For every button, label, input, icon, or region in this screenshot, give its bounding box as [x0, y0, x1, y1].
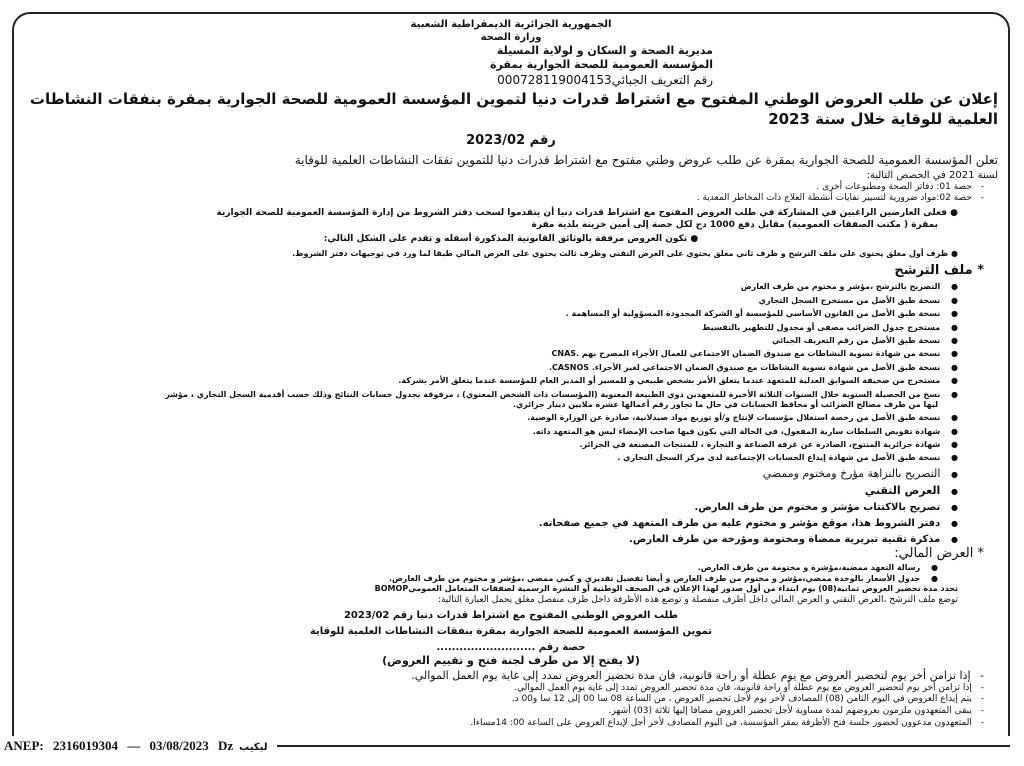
note-item: - يتم إيداع العروض في اليوم الثامن (08) المصادف لأخر يوم لأجل تحضير العروض ، من الساعة 08 سا 00 إلى 12 سا و00 د.	[24, 694, 998, 706]
note-item: - يبقى المتعهدون ملزمون بعروضهم لمدة مساوية لأجل تحضير العروض مضافا إليها ثلاثة (03) أشهر.	[24, 706, 998, 718]
intro-line-2: لسنة 2021 في الحصص التالية:	[866, 169, 998, 181]
lot-2: - حصة 02:مواد ضرورية لتسيير نفايات أنشطة العلاج ذات المخاطر المعدية .	[24, 193, 998, 205]
candidacy-item: ● التصريح بالنزاهة مؤرخ ومختوم وممضي	[24, 467, 998, 481]
candidacy-item: ● نسخة طبق الأصل من مستخرج السجل التجاري	[24, 296, 998, 306]
financial-item: ● رسالة التعهد ممضية،مؤشرة و مختومة من طرف العارض.	[24, 563, 998, 573]
withdraw-paragraph: ● فعلى العارضين الراغبين في المشاركة في طلب العروض المفتوح مع اشتراط قدرات دنيا أن يتقدموا لسحب دفتر الشروط من إدارة المؤسسة العمومية للصحة الجوارية	[216, 208, 958, 219]
envelope-note: (لا يفتح إلا من طرف لجنة فتح و تقييم العروض)	[382, 654, 640, 668]
ministry-header: وزارة الصحة	[480, 32, 542, 43]
withdraw-paragraph-2: بمقرة ( مكتب الصفقات العمومية) مقابل دفع 1000 دج لكل حصة إلى أمين خزينة بلدية مقرة	[531, 219, 938, 230]
financial-list	[24, 563, 998, 584]
candidacy-item: ● شهادة جزائرية المنتوج، الصادرة عن غرفة الصناعة و التجارة ، للمنتجات المصنعة في الجزائر.	[24, 440, 998, 450]
note-item: - إذا تزامن أخر يوم لتحضير العروض مع يوم عطلة أو راحة قانونية، فان مدة تحضير العروض تمدد إلى غاية يوم العمل الموالي.	[24, 669, 998, 683]
notes-list	[24, 669, 998, 730]
envelope-line-2: تموين المؤسسة العمومية للصحة الجوارية بمقرة بنفقات النشاطات العلمية للوقاية	[309, 626, 713, 638]
notice-number: رقم 2023/02	[466, 133, 556, 149]
technical-item: ● تصريح بالاكتتاب مؤشر و مختوم من طرف العارض.	[24, 501, 998, 514]
candidacy-item: ● نسخة طبق الأصل من القانون الأساسي للمؤسسة أو الشركة المحدودة المسؤولية أو المساهمة .	[24, 309, 998, 319]
dz-label: Dz	[217, 737, 234, 753]
directorate: مديرية الصحة و السكان و لولاية المسيلة	[496, 44, 713, 57]
envelope-line-1: طلب العروض الوطني المفتوح مع اشتراط قدرات دنيا رقم 2023/02	[343, 610, 679, 622]
publisher-logo: ليكيب	[239, 741, 268, 753]
candidacy-heading: * ملف الترشح	[894, 262, 984, 278]
candidacy-item: ● مستخرج جدول الضرائب مصفى أو مجدول للتطهير بالتقسيط	[24, 323, 998, 333]
duration-text: تحدد مدة تحضير العروض ثمانية(08) يوم ابتداء من أول صدور لهذا الإعلان في الصحف الوطنية أو النشرة الرسمية لصفقات المتعامل العموميBOMOP	[374, 584, 958, 594]
anep-code: 2316019304	[52, 737, 118, 753]
envelopes-text: ظرف أول مغلق يحتوي على ملف الترشح و ظرف ثاني مغلق يحتوي على العرض التقني وظرف ثالث يحتوي على العرض المالي طبقا لما ورد في توجيهات دفتر الشروط.	[292, 249, 949, 259]
technical-section	[24, 484, 998, 546]
publish-date: 03/08/2023	[149, 737, 209, 753]
envelopes-paragraph: ● ظرف أول مغلق يحتوي على ملف الترشح و ظرف ثاني مغلق يحتوي على العرض التقني وظرف ثالث يحتوي على العرض المالي طبقا لما ورد في توجيهات دفتر الشروط.	[292, 249, 958, 259]
candidacy-list	[24, 282, 998, 481]
anep-label: ANEP:	[4, 737, 44, 753]
footer-separator: —	[127, 737, 141, 753]
technical-heading: ● العرض التقني	[24, 484, 998, 498]
note-item: - المتعهدون مدعوون لحضور جلسة فتح الأظرفة بمقر المؤسسة، في اليوم المصادف لأخر أجل لإيداع العروض على الساعة 00: 14مساءا.	[24, 718, 998, 730]
candidacy-item: ● شهادة تفويض السلطات سارية المفعول، في الحالة التي يكون فيها صاحب الإمضاء ليس هو المتعهد ذاته.	[24, 427, 998, 437]
candidacy-item: ● نسخ من الحصيلة السنوية خلال السنوات الثلاثة الأخيرة للمتعهدين ذوي الطبيعة المعنوية (المؤسسات ذات الشخص المعنوي) ، مرفوقة بجدول حسابات النتائج وذلك حسب أقدمية السجل التجاري ، مؤشر	[24, 390, 998, 400]
envelope-lot: حصة رقم ..........................	[436, 642, 586, 654]
financial-item: ● جدول الأسعار بالوحدة ممضي،مؤشر و مختوم من طرف العارض و أيضا تفصيل تقديري و كمي ممضي ،مؤشر و مختوم من طرف العارض.	[24, 574, 998, 584]
technical-item: ● مذكرة تقنية تبريرية ممضاة ومختومة ومؤرخة من طرف العارض.	[24, 533, 998, 546]
institution: المؤسسة العمومية للصحة الجوارية بمقرة	[490, 58, 713, 72]
footer	[4, 738, 267, 754]
candidacy-item: ● نسخة طبق الأصل من شهادة إيداع الحسابات الإجتماعية لدى مركز السجل التجاري .	[24, 453, 998, 463]
document-border	[12, 12, 1010, 736]
docs-text: تكون العروض مرفقة بالوثائق القانونية المذكورة أسفله و تقدم على الشكل التالي:	[323, 234, 688, 245]
tax-id: رقم التعريف الجبائي000728119004153	[497, 72, 713, 87]
technical-item: ● دفتر الشروط هذا، موقع مؤشر و مختوم عليه من طرف المتعهد في جميع صفحاته.	[24, 517, 998, 530]
candidacy-item: ● مستخرج من صحيفة السوابق العدلية للمتعهد عندما يتعلق الأمر بشخص طبيعي و للمسير أو المدير العام للمؤسسة عندما يتعلق الأمر بشركة.	[24, 376, 998, 386]
footer-row	[4, 738, 1010, 754]
republic-header: الجمهورية الجزائرية الديمقراطية الشعبية	[410, 19, 612, 30]
candidacy-item: ● نسخة طبق الأصل من شهادة تسوية النشاطات مع صندوق الضمان الاجتماعي لغير الأجراء. CASNOS.	[24, 363, 998, 373]
envelopes-instruction: توضع ملف الترشح ،العرض التقني و العرض المالي داخل أظرف منفصلة و توضع هذه الأظرفة داخل ظرف منفصل مغلق يحمل العبارة التالية:	[437, 594, 958, 605]
candidacy-item: ● التصريح بالترشح ،مؤشر و مختوم من طرف العارض	[24, 282, 998, 292]
candidacy-item: ● نسخة من شهادة تسوية النشاطات مع صندوق الضمان الاجتماعي للعمال الأجراء المصرح بهم .CNAS	[24, 349, 998, 359]
candidacy-item-cont: ليها من طرف مصالح الضرائب أو محافظ الحسابات في حال ما تجاوز رقم أعمالها عشرة ملايين دينار جزائري.	[512, 399, 938, 409]
candidacy-item: ● نسخة طبق الأصل من رخصة استغلال مؤسسات لإنتاج و/أو توزيع مواد صيدلانية، صادرة عن الوزارة الوصية.	[24, 413, 998, 423]
page-title: إعلان عن طلب العروض الوطني المفتوح مع اشتراط قدرات دنيا لتموين المؤسسة العمومية للصحة الجوارية بمقرة بنفقات النشاطات العلمية للوقاية خلال سنة 2023	[29, 90, 998, 128]
intro-line: تعلن المؤسسة العمومية للصحة الجوارية بمقرة عن طلب عروض وطني مفتوح مع اشتراط قدرات دنيا للتموين نفقات النشاطات العلمية للوقاية	[294, 153, 998, 168]
note-item: - إذا تزامن أخر يوم لتحضير العروض مع يوم عطلة أو راحة قانونية، فان مدة تحضير العروض تمدد إلى غاية يوم العمل الموالي.	[24, 683, 998, 695]
docs-paragraph: ● تكون العروض مرفقة بالوثائق القانونية المذكورة أسفله و تقدم على الشكل التالي:	[323, 234, 699, 245]
candidacy-item: ● نسخة طبق الأصل من رقم التعريف الجبائي	[24, 336, 998, 346]
lot-1: - حصة 01: دفاتر الصحة ومطبوعات أخرى .	[24, 182, 998, 194]
footer-rule	[277, 745, 1010, 747]
financial-heading: * العرض المالي:	[894, 546, 984, 562]
withdraw-text: فعلى العارضين الراغبين في المشاركة في طلب العروض المفتوح مع اشتراط قدرات دنيا أن يتقدموا لسحب دفتر الشروط من إدارة المؤسسة العمومية للصحة الجوارية	[216, 208, 947, 219]
